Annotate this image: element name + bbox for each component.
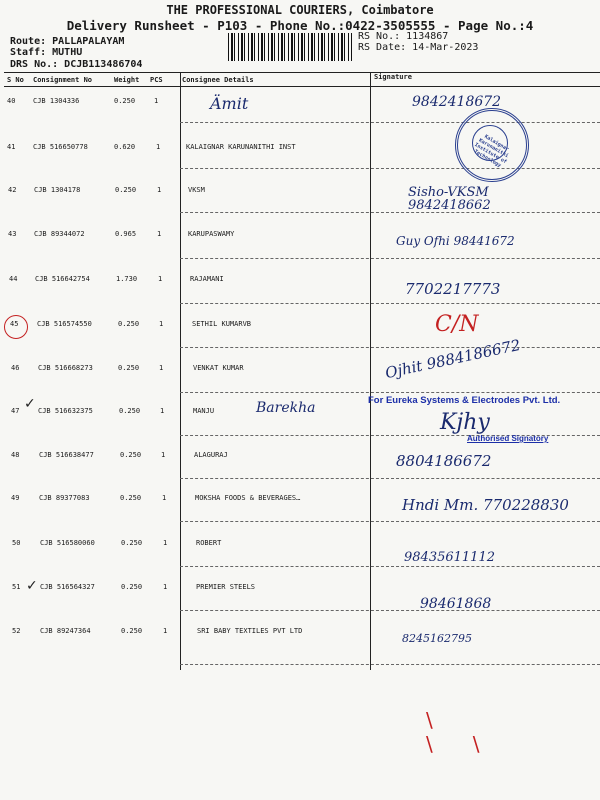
table-row: 40 CJB 1304336 0.250 1: [7, 97, 159, 105]
route-label: Route: PALLAPALAYAM: [10, 36, 125, 47]
table-row: 49 CJB 89377083 0.250 1 MOKSHA FOODS & BEVERAGES…: [11, 494, 301, 502]
table-row: 47 CJB 516632375 0.250 1 MANJU: [11, 407, 215, 415]
signature-40: 9842418672: [412, 94, 502, 110]
institute-seal: Kalaignar Karunanithi Institute of Technology: [455, 108, 529, 182]
consignee-note-40: Ämit: [210, 94, 249, 113]
signature-49: Hndi Mm. 770228830: [402, 496, 569, 514]
signature-44: 7702217773: [405, 280, 501, 298]
signature-52: 8245162795: [402, 632, 472, 645]
table-row: 50 CJB 516580060 0.250 1 ROBERT: [12, 539, 222, 547]
red-circle-mark: [4, 315, 28, 339]
bottom-red-marks: \ \\: [426, 708, 520, 756]
table-row: 44 CJB 516642754 1.730 1 RAJAMANI: [9, 275, 224, 283]
signature-43: Guy Ofhi 98441672: [396, 234, 515, 248]
cn-mark: C/N: [435, 312, 479, 337]
tick-mark-47: ✓: [24, 396, 36, 412]
table-row: 52 CJB 89247364 0.250 1 SRI BABY TEXTILES PVT LTD: [12, 627, 303, 635]
col-consignment: Consignment No: [33, 76, 93, 84]
tick-mark-51: ✓: [26, 578, 38, 594]
company-stamp-line1: For Eureka Systems & Electrodes Pvt. Ltd.: [368, 395, 561, 406]
col-pcs: PCS: [150, 76, 163, 84]
col-signature: Signature: [374, 73, 412, 81]
table-row: 41 CJB 516650778 0.620 1 KALAIGNAR KARUNANITHI INST: [7, 143, 296, 151]
barcode: [228, 33, 352, 61]
signature-42: Sisho-VKSM 9842418662: [408, 185, 491, 213]
table-row: 45 CJB 516574550 0.250 1 SETHIL KUMARVB: [10, 320, 252, 328]
col-weight: Weight: [114, 76, 140, 84]
staff-label: Staff: MUTHU: [10, 47, 83, 58]
runsheet-title: Delivery Runsheet - P103 - Phone No.:0422-3505555 - Page No.:4: [66, 18, 534, 33]
table-row: 42 CJB 1304178 0.250 1 VKSM: [8, 186, 205, 194]
rs-number: RS No.: 1134867: [358, 31, 449, 42]
consignee-note-47: Barekha: [256, 400, 316, 416]
signature-51: 98461868: [420, 596, 492, 612]
table-row: 48 CJB 516638477 0.250 1 ALAGURAJ: [11, 451, 228, 459]
col-sno: S No: [7, 76, 24, 84]
rs-date: RS Date: 14-Mar-2023: [358, 42, 479, 53]
signature-50: 98435611112: [404, 550, 495, 565]
signature-48: 8804186672: [396, 452, 492, 470]
signature-46: Ojhit 9884186672: [383, 335, 523, 383]
table-row: 43 CJB 89344072 0.965 1 KARUPASWAMY: [8, 230, 235, 238]
signature-47: Kjhy: [440, 410, 490, 435]
table-top-rule: [4, 72, 600, 73]
table-row: 46 CJB 516668273 0.250 1 VENKAT KUMAR: [11, 364, 244, 372]
company-stamp-line2: Authorised Signatory: [467, 434, 549, 443]
header-rule: [4, 86, 600, 87]
drs-label: DRS No.: DCJB113486704: [10, 59, 143, 70]
company-title: THE PROFESSIONAL COURIERS, Coimbatore: [166, 3, 434, 17]
table-row: 51 CJB 516564327 0.250 1 PREMIER STEELS: [12, 583, 256, 591]
col-consignee: Consignee Details: [182, 76, 254, 84]
